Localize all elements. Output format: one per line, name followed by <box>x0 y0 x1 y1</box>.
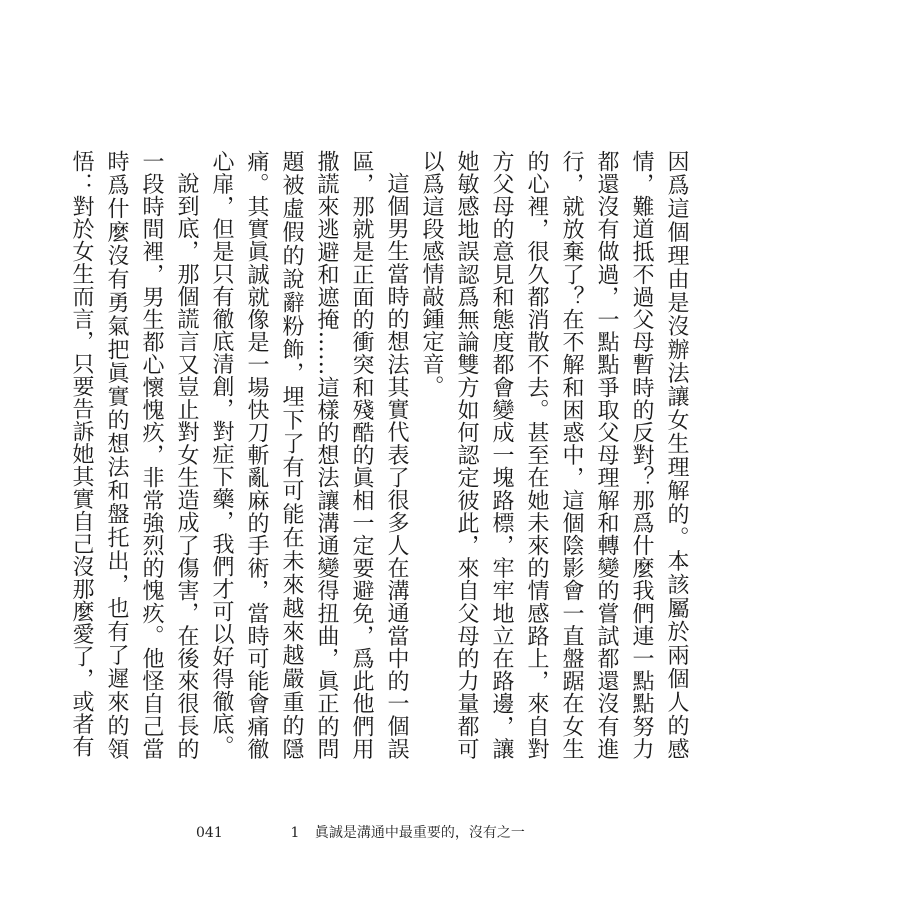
chapter-title: 眞誠是溝通中最重要的，沒有之一 <box>314 825 525 841</box>
chapter-number: 1 <box>290 825 300 841</box>
paragraph-1: 因爲這個理由是沒辦法讓女生理解的。本該屬於兩個人的感情，難道抵不過父母暫時的反對？那爲什麼我們連一點點努力都還沒有做過，一點點爭取父母理解和轉變的嘗試都還沒有進行，就放棄了？在不解和困惑中，這個陰影會一直盤踞在女生的心裡，很久都消散不去。甚至在她未來的情感路上，來自對方父母的意見和態度都會變成一塊路標，牢牢地立在路邊，讓她敏感地誤認爲無論雙方如何認定彼此，來自父母的力量都可以爲這段感情敲鍾定音。 <box>419 150 689 760</box>
page-footer <box>196 822 525 842</box>
page-number: 041 <box>196 825 223 841</box>
paragraph-3: 說到底，那個謊言又豈止對女生造成了傷害，在後來很長的一段時間裡，男生都心懷愧疚，非常強烈的愧疚。他怪自己當時爲什麼沒有勇氣把眞實的想法和盤托出，也有了遲來的領悟：對於女生而言，只要告訴她其實自己沒那麼愛了，或者有 <box>69 150 199 760</box>
vertical-text-body <box>69 150 694 760</box>
paragraph-2: 這個男生當時的想法其實代表了很多人在溝通當中的一個誤區，那就是正面的衝突和殘酷的眞相一定要避免，爲此他們用撒謊來逃避和遮掩……這樣的想法讓溝通變得扭曲，眞正的問題被虛假的說辭粉飾，埋下了有可能在未來越來越嚴重的隱痛。其實眞誠就像是一場快刀斬亂麻的手術，當時可能會痛徹心扉，但是只有徹底清創，對症下藥，我們才可以好得徹底。 <box>209 150 409 760</box>
